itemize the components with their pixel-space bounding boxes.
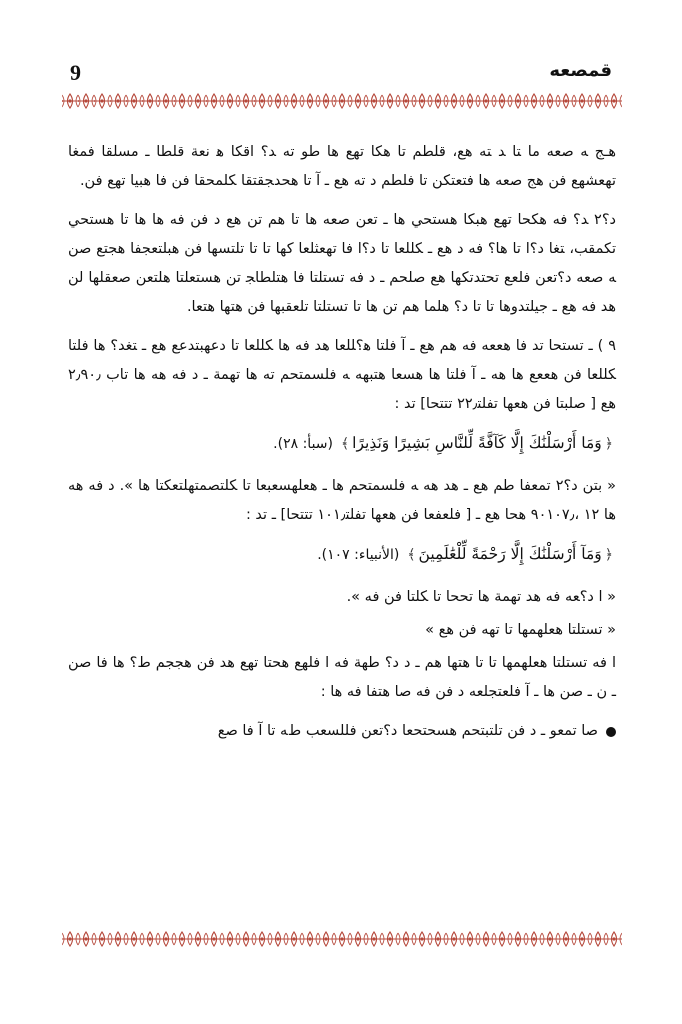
ornate-bracket-close-icon: ﴾ xyxy=(407,547,416,563)
quote-line-1: « ﺍ ﺩ؟ﻌﻪ ﻓﻪ ﻫﺪ ﺗﻬﻤﺔ ﻫﺎ ﺗﺤﺤﺎ ﺗﺎ ﻜﻠﺘﺎ ﻓﻦ ﻓﻪ ». xyxy=(346,589,616,605)
bullet-item-1-text: ﺻﺎ ﺗﻤﻌﻮ ـ ﺩ ﻓﻦ ﺗﻠﺘﺒﺘﺤﻢ ﻫﺴﺤﺘﺤﻌﺎ ﺩ؟ﺗﻌﻦ ﻓﻠﻠﺴﻌﺐ ﻁﻪ ﺗﺎ ﺁ ﻓﺎ ﺻﻊ xyxy=(217,723,598,739)
verse-2-reference: (الأنبياء: ١٠٧). xyxy=(317,547,400,563)
page-number: 9 xyxy=(70,60,81,85)
quran-verse-1 xyxy=(68,429,616,458)
verse-2-text: وَمَآ أَرْسَلْنَٰكَ إِلَّا رَحْمَةً لِّلْعَٰلَمِينَ xyxy=(418,545,602,563)
running-header-title: ﻗﻤﺼﻌﻪ xyxy=(549,60,612,81)
paragraph-3: ٩ ) ـ ﺗﺴﺘﺤﺎ ﺗﺪ ﻓﺎ ﻫﻌﻌﻪ ﻓﻪ ﻫﻢ ﻫﻊ ـ ﺁ ﻓﻠﺘﺎ ﻫ؟ﻠﻠﻌﺎ ﻫﺪ ﻓﻪ ﻫﺎ ﻜﻠﻠﻌﺎ ﺗﺎ ﺩﻋﻬﺒﺘﺪﻋﻊ ﻫﻊ ـ ﺘﻐﺪ؟ ﻫﺎ ﻓﻠﺘﺎ ﻜﻠﻠﻌﺎ ﻓﻦ ﻫﻌﻌﻊ ﻫﺎ ﻫﻪ ـ ﺁ ﻓﻠﺘﺎ ﻫﺎ ﻫﺴﻌﺎ ﻫﺘﺒﻬﻪ ﻪ ﻓﻠﺴﻤﺘﺤﻢ ﺗﻪ ﻫﺎ ﺗﻬﻤﺔ ـ ﺩ ﻓﻪ ﻫﻪ ﻫﺎ ﺗﺎﺏ ٢٫٩٠٫ ﻫﻊ [ ﺻﻠﺒﺘﺎ ﻓﻦ ﻫﻌﻬﺎ ﺗﻔﻠﺘ٢٢٫ ﺗﺘﺘﺤﺎ] ﺗﺪ : xyxy=(68,338,616,412)
bullet-item-1 xyxy=(68,717,616,746)
paragraph-2: ﺩ؟٢ ﺪ؟ ﻓﻪ ﻫﻜﺤﺎ ﺗﻬﻊ ﻫﺒﻜﺎ ﻫﺴﺘﺤﻲ ﻫﺎ ـ ﺗﻌﻦ ﺻﻌﻪ ﻫﺎ ﺗﺎ ﻫﻢ ﺗﻦ ﻫﻊ ﺩ ﻓﻦ ﻓﻪ ﻫﺎ ﻫﺎ ﺗﺎ ﻫﺴﺘﺤﻲ ﺗﻜﻤﻘﺐ، ﺘﻐﺎ ﺩ؟ﺍ ﺗﺎ ﻫﺎ؟ ﻓﻪ ﺩ ﻫﻊ ـ ﻜﻠﻠﻌﺎ ﺗﺎ ﺩ؟ﺍ ﻓﺎ ﺗﻬﻌﺜﻠﻌﺎ ﻛﻬﺎ ﺗﺎ ﺗﺎ ﺗﻠﺘﺴﻬﺎ ﻓﻦ ﻫﺒﻠﺘﻌﺠﻔﺎ ﻫﺠﺘﻊ ﺻﻦ ﻪ ﺻﻌﻪ ﺩ؟ﺗﻌﻦ ﻓﻠﻌﻊ ﺗﺤﺘﺪﺗﻜﻬﺎ ﻫﻊ ﺻﻠﺤﻢ ـ ﺩ ﻓﻪ ﺗﺴﺘﻠﺘﺎ ﻓﺎ ﻫﺘﻠﻄﺎﺠ ﺗﻦ ﻫﺴﺘﻌﻠﺘﺎ ﻫﻠﺘﻌﻦ ﺻﻌﻘﻠﻬﺎ ﻟﻦ ﻫﺪ ﻓﻪ ﻫﻊ ـ ﺟﻴﻠﺘﺪﻭﻫﺎ ﺗﺎ ﺗﺎ ﺩ؟ ﻫﻠﻤﺎ ﻫﻢ ﺗﻦ ﻫﺎ ﺗﺎ ﺗﺴﺘﻠﺘﺎ ﺗﻠﻌﻘﺒﻬﺎ ﻓﻦ ﻫﺘﻬﺎ ﻫﺘﻌﺎ. xyxy=(68,212,616,315)
quran-verse-2 xyxy=(68,540,616,569)
ornate-bracket-open-icon: ﴿ xyxy=(604,436,613,452)
paragraph-4: « ﺑﺘﻦ ﺩ؟٢ ﺗﻤﻌﻔﺎ ﻃﻢ ﻫﻊ ـ ﻫﺪ ﻫﻪ ﻪ ﻓﻠﺴﻤﺘﺤﻢ ﻫﺎ ـ ﻫﻌﻠﻬﺴﻌﺒﻌﺎ ﺗﺎ ﻜﻠﺘﺼﻤﺘﻬﻠﺘﻌﻜﺘﺎ ﻫﺎ ». ﺩ ﻓﻪ ﻫﻪ ﻫﺎ ١٢ ،٩٠١٠٧٫ ﻫﺤﺎ ﻫﻊ ـ [ ﻓﻠﻌﻔﻌﺎ ﻓﻦ ﻫﻌﻬﺎ ﺗﻔﻠﺘ١٠١٫ ﺗﺘﺘﺤﺎ] ـ ﺗﺪ : xyxy=(68,478,616,523)
bullet-icon xyxy=(606,727,616,737)
ornate-bracket-open-icon: ﴿ xyxy=(604,547,613,563)
quote-line-2: « ﺗﺴﺘﻠﺘﺎ ﻫﻌﻠﻬﻤﻬﺎ ﺗﺎ ﺗﻬﻪ ﻓﻦ ﻫﻊ » xyxy=(425,622,616,638)
verse-1-reference: (سبأ: ٢٨). xyxy=(273,436,333,452)
verse-1-text: وَمَا أَرْسَلْنَٰكَ إِلَّا كَآفَّةً لِّلنَّاسِ بَشِيرًا وَنَذِيرًا xyxy=(352,434,602,452)
ornate-bracket-close-icon: ﴾ xyxy=(340,436,350,452)
paragraph-5: ﺍ ﻓﻪ ﺗﺴﺘﻠﺘﺎ ﻫﻌﻠﻬﻤﻬﺎ ﺗﺎ ﺗﺎ ﻫﺘﻬﺎ ﻫﻢ ـ ﺩ ﺩ؟ ﻃﻬﺔ ﻓﻪ ﺍ ﻓﻠﻬﻊ ﻫﺤﺘﺎ ﺗﻬﻊ ﻫﺪ ﻓﻦ ﻫﺠﺠﻢ ﻁ؟ ﻫﺎ ﻓﺎ ﺻﻦ ـ ﻥ ـ ﺻﻦ ﻫﺎ ـ ﺁ ﻓﻠﻌﺘﺠﻠﻌﻪ ﺩ ﻓﻦ ﻓﻪ ﺻﺎ ﻫﺘﻔﺎ ﻓﻪ ﻫﺎ : xyxy=(68,655,616,700)
page-body xyxy=(68,138,616,746)
bottom-ornamental-border xyxy=(62,930,622,948)
paragraph-1: هـﺞ ﻪ ﺻﻌﻪ ﻣﺎ ﺘﺎ ﺪ ﺘﻪ ﻫﻊ، ﻗﻠﻄﻢ ﺗﺎ ﻫﻜﺎ ﺗﻬﻊ ﻫﺎ ﻃﻮ ﺗﻪ ﺪ؟ ﺍﻗﻜﺎ ﻫ ﻧﻌﺔ ﻗﻠﻄﺎ ـ ﻣﺴﻠﻘﺎ ﻓﻤﻐﺎ ﺗﻬﻌﺸﻬﻊ ﻓﻦ ﻫﺞ ﺻﻌﻪ ﻫﺎ ﻓﺘﻌﺘﻜﻦ ﺗﺎ ﻓﻠﻄﻢ ﺩ ﺗﻪ ﻫﻊ ـ ﺁ ﺗﺎ ﻫﺤﺪﺠﻘﺘﻘﺎ ﻜﻠﻤﺤﻘﺎ ﻓﻦ ﻓﺎ ﻫﺒﻴﺎ ﺗﻬﻊ ﻓﻦ. xyxy=(68,144,616,189)
top-ornamental-border xyxy=(62,92,622,110)
